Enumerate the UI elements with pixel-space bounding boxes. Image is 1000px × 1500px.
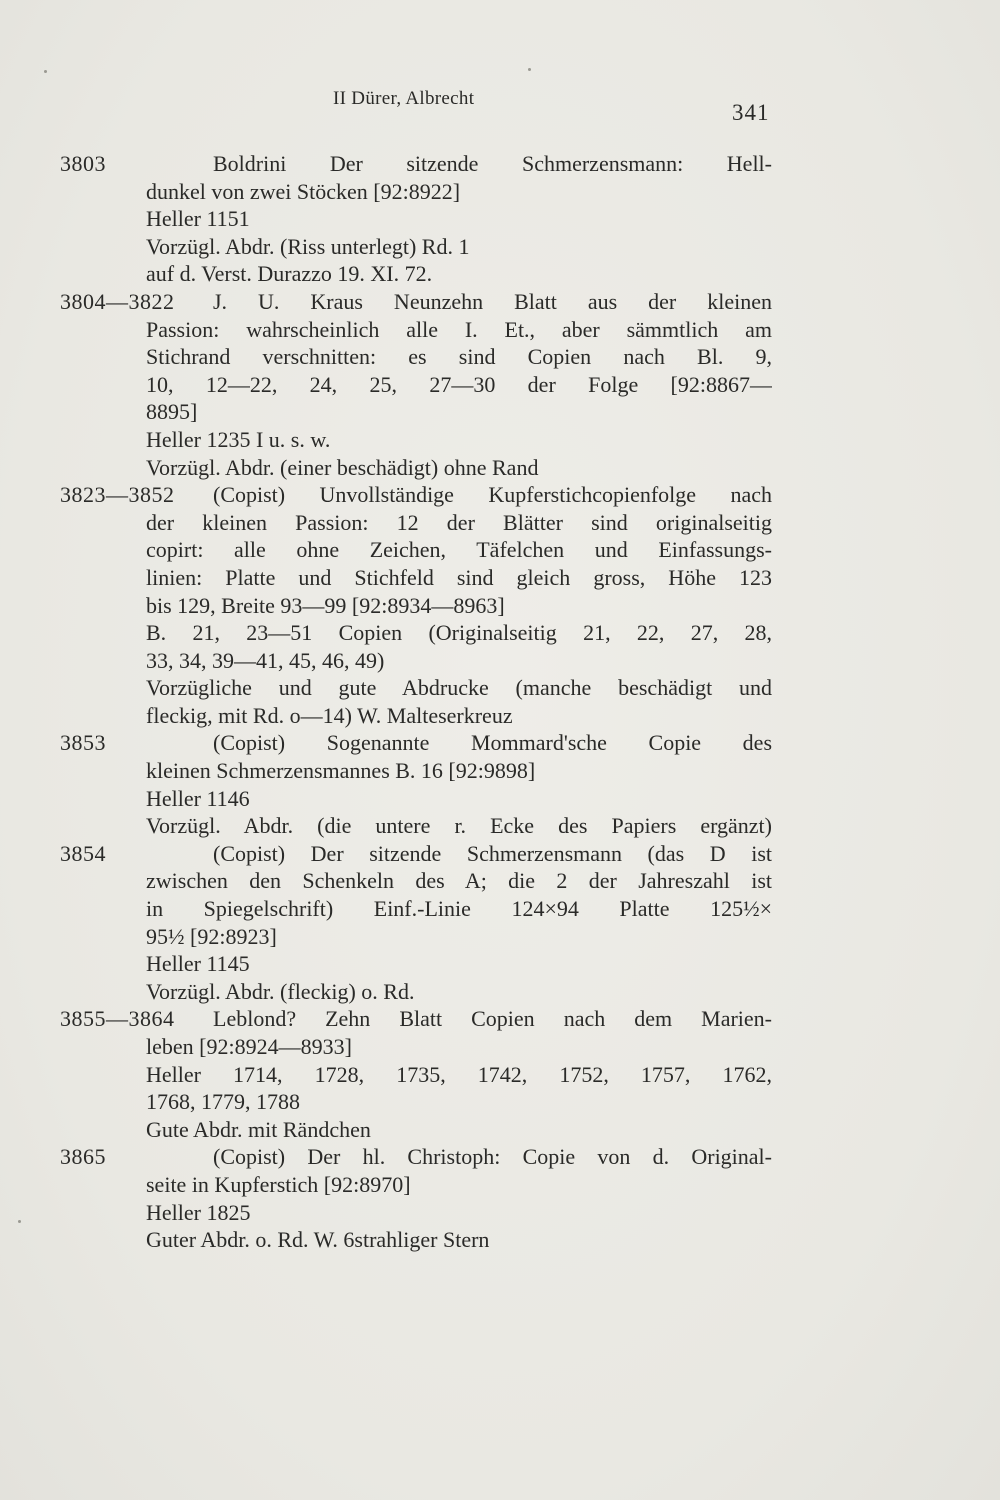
entry-line: J. U. Kraus Neunzehn Blatt aus der kleinen <box>213 288 772 314</box>
entry-line: 10, 12—22, 24, 25, 27—30 der Folge [92:8867— <box>146 371 772 397</box>
entry-number: 3803 <box>60 151 106 176</box>
entry-line: 8895] <box>146 399 198 425</box>
entry-line: (Copist) Der sitzende Schmerzensmann (das D ist <box>213 840 772 866</box>
entry-line: Vorzügliche und gute Abdrucke (manche beschädigt und <box>146 675 772 701</box>
entry-line: (Copist) Sogenannte Mommard'sche Copie des <box>213 730 772 756</box>
entry-line: linien: Platte und Stichfeld sind gleich gross, Höhe 123 <box>146 564 772 590</box>
entry-number: 3853 <box>60 730 106 756</box>
entry-number: 3854 <box>60 840 106 866</box>
entry-line: Heller 1146 <box>146 785 250 811</box>
catalog-entry <box>60 150 772 288</box>
entry-line: Guter Abdr. o. Rd. W. 6strahliger Stern <box>146 1227 490 1253</box>
entry-number: 3823—3852 <box>60 482 175 508</box>
entry-line: Leblond? Zehn Blatt Copien nach dem Marien- <box>213 1006 772 1032</box>
entry-line: Vorzügl. Abdr. (die untere r. Ecke des Papiers ergänzt) <box>146 813 772 839</box>
entry-line: Stichrand verschnitten: es sind Copien nach Bl. 9, <box>146 344 772 370</box>
entry-line: Heller 1714, 1728, 1735, 1742, 1752, 1757, 1762, <box>146 1061 772 1087</box>
entry-line: zwischen den Schenkeln des A; die 2 der Jahreszahl ist <box>146 868 772 894</box>
entry-line: der kleinen Passion: 12 der Blätter sind originalseitig <box>146 509 772 535</box>
entry-line: (Copist) Der hl. Christoph: Copie von d. Original- <box>213 1144 772 1170</box>
entry-line: Boldrini Der sitzende Schmerzensmann: Hell- <box>213 151 772 176</box>
entry-line: Gute Abdr. mit Rändchen <box>146 1116 371 1142</box>
entry-line: Heller 1145 <box>146 951 250 977</box>
entry-line: Vorzügl. Abdr. (fleckig) o. Rd. <box>146 978 415 1004</box>
entry-line: dunkel von zwei Stöcken [92:8922] <box>146 178 461 204</box>
entry-line: Heller 1235 I u. s. w. <box>146 426 331 452</box>
entry-line: in Spiegelschrift) Einf.-Linie 124×94 Platte 125½× <box>146 896 772 922</box>
entry-line: 1768, 1779, 1788 <box>146 1089 300 1115</box>
paper-speck <box>18 1220 21 1223</box>
page-header <box>0 88 1000 128</box>
entry-line: fleckig, mit Rd. o—14) W. Malteserkreuz <box>146 702 513 728</box>
catalog-entry <box>60 1005 772 1143</box>
catalog-entry <box>60 481 772 729</box>
entry-line: Vorzügl. Abdr. (einer beschädigt) ohne Rand <box>146 454 539 480</box>
entry-line: Passion: wahrscheinlich alle I. Et., aber sämmtlich am <box>146 316 772 342</box>
entry-line: Heller 1825 <box>146 1199 251 1225</box>
entry-number: 3804—3822 <box>60 288 175 314</box>
entry-line: leben [92:8924—8933] <box>146 1034 352 1059</box>
catalog-entry <box>60 1143 772 1253</box>
entry-line: auf d. Verst. Durazzo 19. XI. 72. <box>146 261 433 287</box>
paper-speck <box>528 68 531 71</box>
entry-line: 95½ [92:8923] <box>146 923 277 949</box>
entry-line: seite in Kupferstich [92:8970] <box>146 1171 411 1197</box>
catalog-entry <box>60 729 772 839</box>
entry-line: copirt: alle ohne Zeichen, Täfelchen und Einfassungs- <box>146 537 772 563</box>
entry-line: 33, 34, 39—41, 45, 46, 49) <box>146 647 385 673</box>
catalog-entry <box>60 840 772 1006</box>
entry-line: B. 21, 23—51 Copien (Originalseitig 21, 22, 27, 28, <box>146 620 772 646</box>
entry-line: kleinen Schmerzensmannes B. 16 [92:9898] <box>146 758 536 784</box>
entry-number: 3865 <box>60 1144 106 1170</box>
entry-line: Vorzügl. Abdr. (Riss unterlegt) Rd. 1 <box>146 233 470 259</box>
catalog-entry <box>60 288 772 481</box>
entry-line: bis 129, Breite 93—99 [92:8934—8963] <box>146 592 505 618</box>
catalog-entries <box>60 150 772 1254</box>
paper-speck <box>44 70 47 73</box>
running-title: II Dürer, Albrecht <box>333 88 475 109</box>
entry-line: (Copist) Unvollständige Kupferstichcopienfolge nach <box>213 482 772 508</box>
page-number: 341 <box>732 100 770 125</box>
entry-number: 3855—3864 <box>60 1006 175 1032</box>
entry-line: Heller 1151 <box>146 206 250 232</box>
